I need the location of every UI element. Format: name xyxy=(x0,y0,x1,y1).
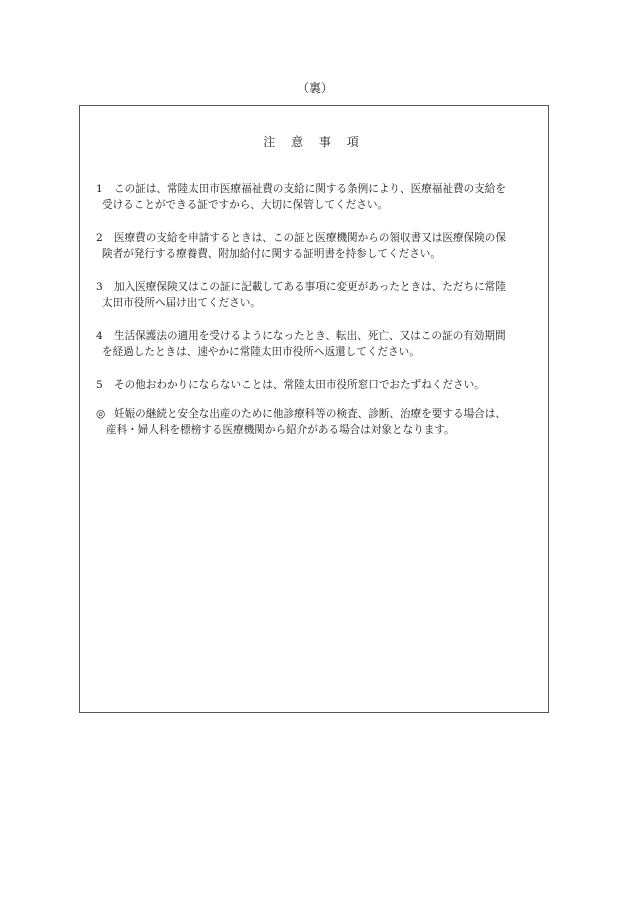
item-number: 1 xyxy=(96,183,103,195)
notice-list xyxy=(96,181,541,455)
notice-item-line xyxy=(96,377,541,393)
notice-item-line: を経過したときは、速やかに常陸太田市役所へ返還してください。 xyxy=(102,346,420,358)
note-text: 妊娠の継続と安全な出産のために他診療科等の検査、診断、治療を要する場合は、 xyxy=(114,408,506,420)
item-text: 加入医療保険又はこの証に記載してある事項に変更があったときは、ただちに常陸 xyxy=(114,281,506,293)
notice-item-line: 太田市役所へ届け出てください。 xyxy=(102,297,261,309)
item-number: 4 xyxy=(96,330,103,342)
item-text: この証は、常陸太田市医療福祉費の支給に関する条例により、医療福祉費の支給を xyxy=(114,183,506,195)
notice-item-5 xyxy=(96,377,541,393)
notice-item-1 xyxy=(96,181,541,213)
notice-item-3 xyxy=(96,279,541,311)
notice-item-4 xyxy=(96,328,541,360)
notice-item-line: 受けることができる証ですから、大切に保管してください。 xyxy=(102,199,389,211)
item-text: 医療費の支給を申請するときは、この証と医療機関からの領収書又は医療保険の保 xyxy=(114,232,506,244)
item-text: 生活保護法の適用を受けるようになったとき、転出、死亡、又はこの証の有効期間 xyxy=(114,330,506,342)
notice-note xyxy=(96,406,541,438)
notice-note-line xyxy=(96,406,541,422)
note-marker: ◎ xyxy=(96,408,106,420)
item-number: 5 xyxy=(96,379,103,391)
item-text: その他おわかりにならないことは、常陸太田市役所窓口でおたずねください。 xyxy=(114,379,485,391)
notice-item-line xyxy=(96,279,541,295)
item-number: 2 xyxy=(96,232,103,244)
notice-title: 注 意 事 項 xyxy=(263,135,365,149)
notice-item-2 xyxy=(96,230,541,262)
notice-box xyxy=(79,105,549,713)
notice-note-line: 産科・婦人科を標榜する医療機関から紹介がある場合は対象となります。 xyxy=(106,424,455,436)
item-number: 3 xyxy=(96,281,103,293)
notice-item-line xyxy=(96,181,541,197)
notice-item-line xyxy=(96,230,541,246)
notice-item-line: 険者が発行する療養費、附加給付に関する証明書を持参してください。 xyxy=(102,248,441,260)
page-side-label: （裏） xyxy=(296,81,333,95)
notice-item-line xyxy=(96,328,541,344)
